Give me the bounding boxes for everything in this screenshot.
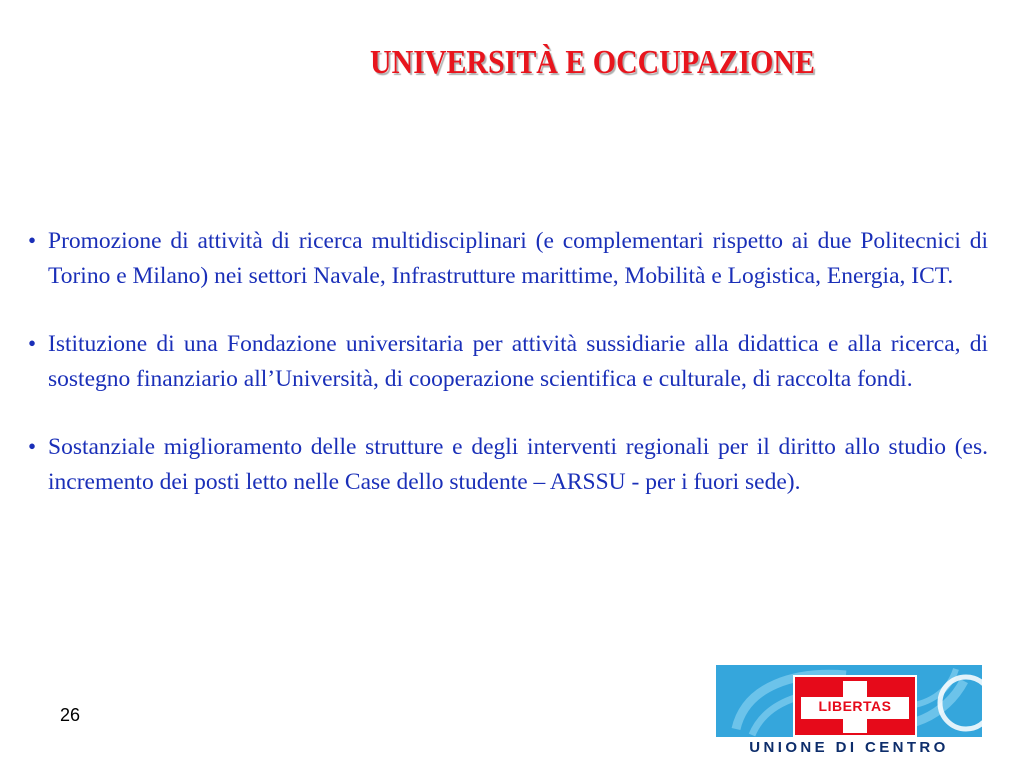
logo-banner — [716, 665, 982, 737]
bullet-text: Promozione di attività di ricerca multidisciplinari (e complementari rispetto ai due Politecnici di Torino e Milano) nei settori Navale, Infrastrutture marittime, Mobilità e Logistica, Energia, ICT. — [48, 228, 988, 289]
bullet-item — [28, 224, 988, 293]
bullet-item — [28, 430, 988, 499]
shield-label: LIBERTAS — [818, 698, 892, 714]
bullet-text: Sostanziale miglioramento delle strutture e degli interventi regionali per il diritto allo studio (es. incremento dei posti letto nelle Case dello studente – ARSSU - per i fuori sede). — [48, 434, 988, 495]
libertas-shield — [793, 675, 917, 737]
bullet-item — [28, 327, 988, 396]
bullet-marker: • — [28, 331, 37, 356]
logo-subtitle: UNIONE DI CENTRO — [749, 739, 949, 756]
page-number: 26 — [60, 705, 81, 725]
bullet-marker: • — [28, 434, 37, 459]
slide-title: UNIVERSITÀ E OCCUPAZIONE — [370, 44, 815, 81]
udc-logo — [716, 665, 982, 762]
bullet-text: Istituzione di una Fondazione universitaria per attività sussidiarie alla didattica e alla ricerca, di sostegno finanziario all’Università, di cooperazione scientifica e culturale, di raccolta fondi. — [48, 331, 988, 392]
bullet-list — [28, 224, 988, 533]
bullet-marker: • — [28, 228, 37, 253]
